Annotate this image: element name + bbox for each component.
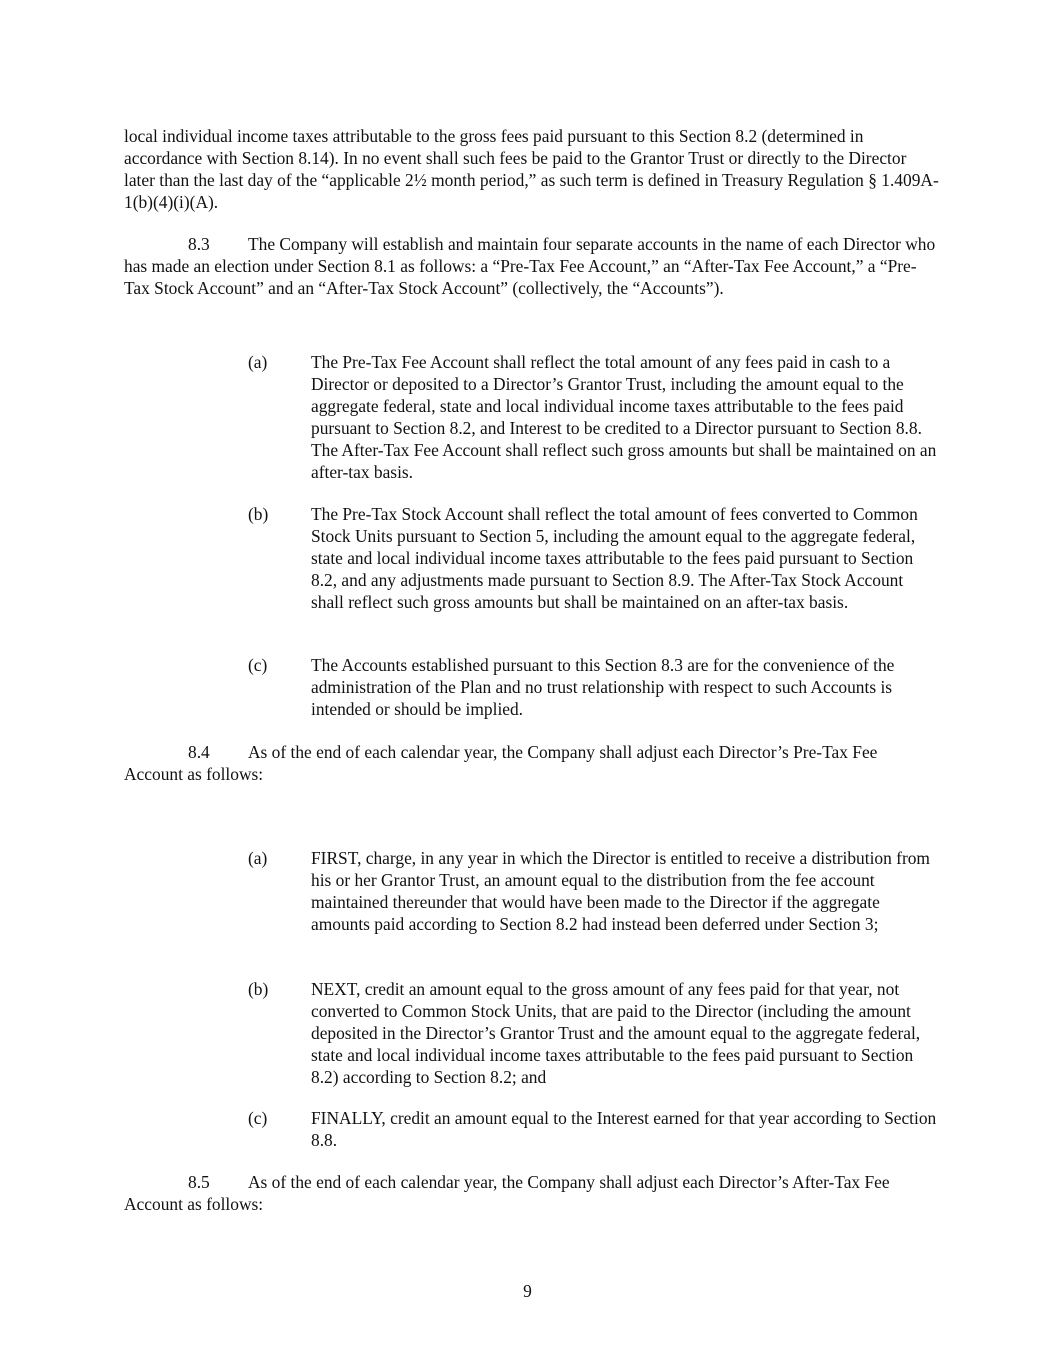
section-text: As of the end of each calendar year, the Company shall adjust each Director’s After-Tax Fee Account as follows: (124, 1172, 890, 1214)
list-item (248, 654, 938, 720)
section-number: 8.5 (188, 1172, 210, 1192)
item-label: (a) (248, 352, 268, 372)
list-item (248, 503, 938, 613)
section-8-4-paragraph (124, 741, 939, 785)
section-number: 8.3 (188, 234, 210, 254)
item-text: FIRST, charge, in any year in which the Director is entitled to receive a distribution from his or her Grantor Trust, an amount equal to the distribution from the fee account maintained thereunder that would have been made to the Director if the aggregate amounts paid according to Section 8.2 had instead been deferred under Section 3; (311, 848, 930, 934)
section-text: As of the end of each calendar year, the Company shall adjust each Director’s Pre-Tax Fee Account as follows: (124, 742, 878, 784)
list-item (248, 978, 938, 1088)
item-label: (b) (248, 504, 269, 524)
page-number: 9 (523, 1281, 532, 1301)
item-text: The Pre-Tax Stock Account shall reflect the total amount of fees converted to Common Stock Units pursuant to Section 5, including the amount equal to the aggregate federal, state and local individual income taxes attributable to the fees paid pursuant to Section 8.2, and any adjustments made pursuant to Section 8.9. The After-Tax Stock Account shall reflect such gross amounts but shall be maintained on an after-tax basis. (311, 504, 918, 612)
item-text: FINALLY, credit an amount equal to the Interest earned for that year according to Section 8.8. (311, 1108, 937, 1150)
item-label: (c) (248, 1108, 268, 1128)
item-label: (c) (248, 655, 268, 675)
section-number: 8.4 (188, 742, 210, 762)
item-text: NEXT, credit an amount equal to the gross amount of any fees paid for that year, not converted to Common Stock Units, that are paid to the Director (including the amount deposited in the Director’s Grantor Trust and the amount equal to the aggregate federal, state and local individual income taxes attributable to the fees paid pursuant to Section 8.2) according to Section 8.2; and (311, 979, 921, 1087)
intro-paragraph: local individual income taxes attributable to the gross fees paid pursuant to this Section 8.2 (determined in accordance with Section 8.14). In no event shall such fees be paid to the Grantor Trust or directly to the Director later than the last day of the “applicable 2½ month period,” as such term is defined in Treasury Regulation § 1.409A-1(b)(4)(i)(A). (124, 126, 939, 212)
section-8-3-paragraph (124, 233, 939, 299)
item-text: The Pre-Tax Fee Account shall reflect the total amount of any fees paid in cash to a Director or deposited to a Director’s Grantor Trust, including the amount equal to the aggregate federal, state and local individual income taxes attributable to the fees paid pursuant to Section 8.2, and Interest to be credited to a Director pursuant to Section 8.8. The After-Tax Fee Account shall reflect such gross amounts but shall be maintained on an after-tax basis. (311, 352, 937, 482)
section-text: The Company will establish and maintain four separate accounts in the name of each Director who has made an election under Section 8.1 as follows: a “Pre-Tax Fee Account,” an “After-Tax Fee Account,” a “Pre-Tax Stock Account” and an “After-Tax Stock Account” (collectively, the “Accounts”). (124, 234, 936, 298)
section-8-5-paragraph (124, 1171, 939, 1215)
list-item (248, 1107, 938, 1151)
list-item (248, 351, 938, 483)
item-label: (b) (248, 979, 269, 999)
item-label: (a) (248, 848, 268, 868)
item-text: The Accounts established pursuant to this Section 8.3 are for the convenience of the administration of the Plan and no trust relationship with respect to such Accounts is intended or should be implied. (311, 655, 895, 719)
list-item (248, 847, 938, 935)
